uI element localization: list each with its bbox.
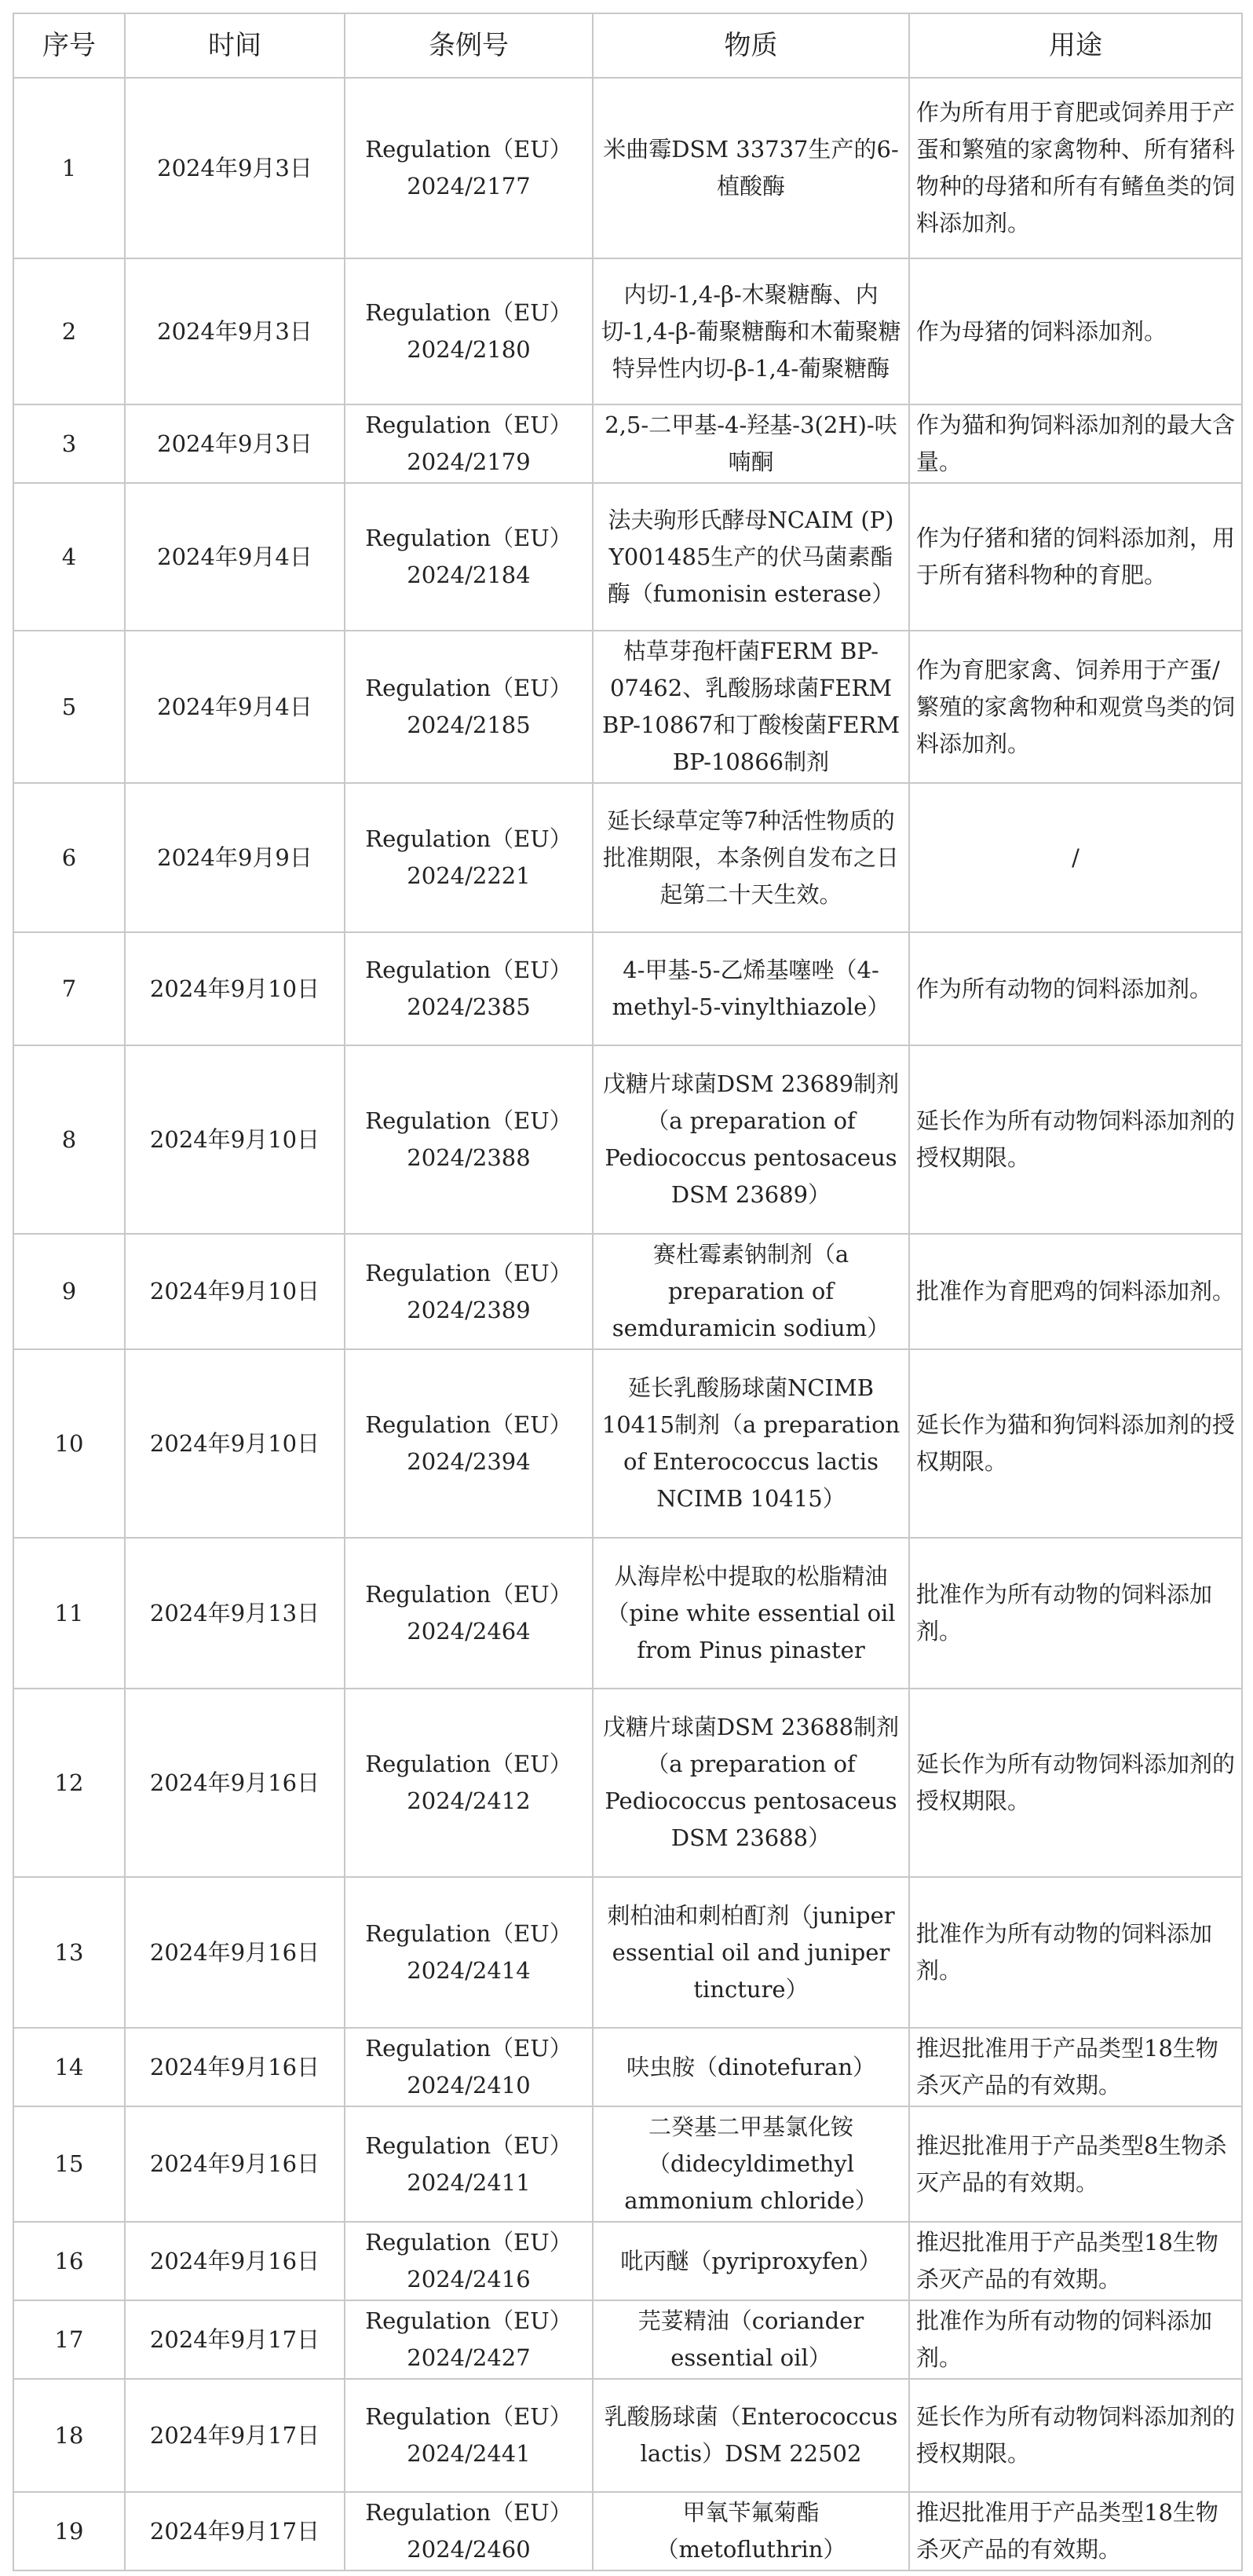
row-no: 9 [13,1234,125,1349]
row-use: 作为母猪的饲料添加剂。 [909,258,1242,404]
row-no: 15 [13,2106,125,2222]
table-row [13,1234,1242,1349]
table-row [13,2028,1242,2106]
row-no: 6 [13,783,125,932]
row-use: 推迟批准用于产品类型8生物杀灭产品的有效期。 [909,2106,1242,2222]
table-row [13,2492,1242,2571]
row-regulation: Regulation（EU）2024/2385 [345,932,593,1045]
row-time: 2024年9月16日 [125,2222,345,2300]
row-time: 2024年9月3日 [125,404,345,483]
row-time: 2024年9月17日 [125,2492,345,2571]
row-substance: 芫荽精油（coriander essential oil） [593,2300,909,2379]
table-body [13,78,1242,2571]
table-row [13,404,1242,483]
header-use: 用途 [909,13,1242,78]
row-no: 13 [13,1877,125,2028]
table-row [13,78,1242,258]
table-row [13,1349,1242,1538]
row-time: 2024年9月17日 [125,2379,345,2492]
header-time: 时间 [125,13,345,78]
row-use: 作为仔猪和猪的饲料添加剂，用于所有猪科物种的育肥。 [909,483,1242,631]
row-use: 作为所有用于育肥或饲养用于产蛋和繁殖的家禽物种、所有猪科物种的母猪和所有有鳍鱼类的饲料添加剂。 [909,78,1242,258]
row-substance: 二癸基二甲基氯化铵（didecyldimethyl ammonium chloride） [593,2106,909,2222]
table-row [13,2222,1242,2300]
row-time: 2024年9月10日 [125,1349,345,1538]
header-row [13,13,1242,78]
table-row [13,2106,1242,2222]
row-regulation: Regulation（EU）2024/2410 [345,2028,593,2106]
row-regulation: Regulation（EU）2024/2177 [345,78,593,258]
row-regulation: Regulation（EU）2024/2414 [345,1877,593,2028]
row-substance: 4-甲基-5-乙烯基噻唑（4-methyl-5-vinylthiazole） [593,932,909,1045]
row-substance: 法夫驹形氏酵母NCAIM (P) Y001485生产的伏马菌素酯酶（fumonisin esterase） [593,483,909,631]
row-regulation: Regulation（EU）2024/2388 [345,1045,593,1234]
regulation-table [13,13,1243,2571]
row-regulation: Regulation（EU）2024/2179 [345,404,593,483]
row-use: 作为猫和狗饲料添加剂的最大含量。 [909,404,1242,483]
row-use: / [909,783,1242,932]
row-regulation: Regulation（EU）2024/2394 [345,1349,593,1538]
table-row [13,631,1242,783]
table-row [13,1045,1242,1234]
table-row [13,258,1242,404]
row-use: 批准作为所有动物的饲料添加剂。 [909,2300,1242,2379]
table-header [13,13,1242,78]
row-use: 推迟批准用于产品类型18生物杀灭产品的有效期。 [909,2222,1242,2300]
row-no: 1 [13,78,125,258]
row-time: 2024年9月16日 [125,2106,345,2222]
row-time: 2024年9月4日 [125,631,345,783]
row-regulation: Regulation（EU）2024/2460 [345,2492,593,2571]
row-use: 批准作为育肥鸡的饲料添加剂。 [909,1234,1242,1349]
row-no: 8 [13,1045,125,1234]
row-regulation: Regulation（EU）2024/2411 [345,2106,593,2222]
row-time: 2024年9月4日 [125,483,345,631]
row-use: 作为育肥家禽、饲养用于产蛋/繁殖的家禽物种和观赏鸟类的饲料添加剂。 [909,631,1242,783]
row-substance: 呋虫胺（dinotefuran） [593,2028,909,2106]
row-no: 16 [13,2222,125,2300]
row-no: 17 [13,2300,125,2379]
row-time: 2024年9月10日 [125,1045,345,1234]
row-substance: 戊糖片球菌DSM 23689制剂（a preparation of Pediococcus pentosaceus DSM 23689） [593,1045,909,1234]
row-regulation: Regulation（EU）2024/2441 [345,2379,593,2492]
row-time: 2024年9月16日 [125,2028,345,2106]
row-substance: 刺柏油和刺柏酊剂（juniper essential oil and juniper tincture） [593,1877,909,2028]
row-use: 批准作为所有动物的饲料添加剂。 [909,1877,1242,2028]
row-use: 推迟批准用于产品类型18生物杀灭产品的有效期。 [909,2492,1242,2571]
row-regulation: Regulation（EU）2024/2416 [345,2222,593,2300]
row-time: 2024年9月16日 [125,1877,345,2028]
row-use: 作为所有动物的饲料添加剂。 [909,932,1242,1045]
row-substance: 2,5-二甲基-4-羟基-3(2H)-呋喃酮 [593,404,909,483]
row-regulation: Regulation（EU）2024/2184 [345,483,593,631]
row-no: 5 [13,631,125,783]
table-row [13,1877,1242,2028]
row-substance: 枯草芽孢杆菌FERM BP-07462、乳酸肠球菌FERM BP-10867和丁酸梭菌FERM BP-10866制剂 [593,631,909,783]
row-regulation: Regulation（EU）2024/2427 [345,2300,593,2379]
row-substance: 乳酸肠球菌（Enterococcus lactis）DSM 22502 [593,2379,909,2492]
row-use: 延长作为猫和狗饲料添加剂的授权期限。 [909,1349,1242,1538]
row-no: 14 [13,2028,125,2106]
table-row [13,1689,1242,1877]
row-time: 2024年9月9日 [125,783,345,932]
row-substance: 戊糖片球菌DSM 23688制剂（a preparation of Pediococcus pentosaceus DSM 23688） [593,1689,909,1877]
header-no: 序号 [13,13,125,78]
table-row [13,783,1242,932]
row-no: 7 [13,932,125,1045]
row-no: 3 [13,404,125,483]
row-use: 延长作为所有动物饲料添加剂的授权期限。 [909,2379,1242,2492]
row-use: 推迟批准用于产品类型18生物杀灭产品的有效期。 [909,2028,1242,2106]
table-row [13,1538,1242,1689]
row-substance: 甲氧苄氟菊酯（metofluthrin） [593,2492,909,2571]
row-substance: 延长绿草定等7种活性物质的批准期限，本条例自发布之日起第二十天生效。 [593,783,909,932]
row-no: 12 [13,1689,125,1877]
header-substance: 物质 [593,13,909,78]
row-time: 2024年9月10日 [125,1234,345,1349]
row-regulation: Regulation（EU）2024/2412 [345,1689,593,1877]
row-substance: 米曲霉DSM 33737生产的6-植酸酶 [593,78,909,258]
row-no: 4 [13,483,125,631]
row-use: 批准作为所有动物的饲料添加剂。 [909,1538,1242,1689]
row-substance: 吡丙醚（pyriproxyfen） [593,2222,909,2300]
table-row [13,932,1242,1045]
header-regulation: 条例号 [345,13,593,78]
table-row [13,2300,1242,2379]
row-no: 2 [13,258,125,404]
row-use: 延长作为所有动物饲料添加剂的授权期限。 [909,1045,1242,1234]
row-time: 2024年9月3日 [125,258,345,404]
row-no: 18 [13,2379,125,2492]
row-no: 19 [13,2492,125,2571]
row-time: 2024年9月13日 [125,1538,345,1689]
row-regulation: Regulation（EU）2024/2464 [345,1538,593,1689]
table-row [13,483,1242,631]
row-no: 10 [13,1349,125,1538]
row-regulation: Regulation（EU）2024/2389 [345,1234,593,1349]
row-substance: 赛杜霉素钠制剂（a preparation of semduramicin sodium） [593,1234,909,1349]
row-no: 11 [13,1538,125,1689]
row-use: 延长作为所有动物饲料添加剂的授权期限。 [909,1689,1242,1877]
row-regulation: Regulation（EU）2024/2180 [345,258,593,404]
row-time: 2024年9月17日 [125,2300,345,2379]
row-substance: 从海岸松中提取的松脂精油（pine white essential oil from Pinus pinaster [593,1538,909,1689]
table-row [13,2379,1242,2492]
row-substance: 延长乳酸肠球菌NCIMB 10415制剂（a preparation of Enterococcus lactis NCIMB 10415） [593,1349,909,1538]
row-time: 2024年9月10日 [125,932,345,1045]
row-regulation: Regulation（EU）2024/2221 [345,783,593,932]
row-substance: 内切-1,4-β-木聚糖酶、内切-1,4-β-葡聚糖酶和木葡聚糖特异性内切-β-1,4-葡聚糖酶 [593,258,909,404]
row-time: 2024年9月16日 [125,1689,345,1877]
row-regulation: Regulation（EU）2024/2185 [345,631,593,783]
row-time: 2024年9月3日 [125,78,345,258]
